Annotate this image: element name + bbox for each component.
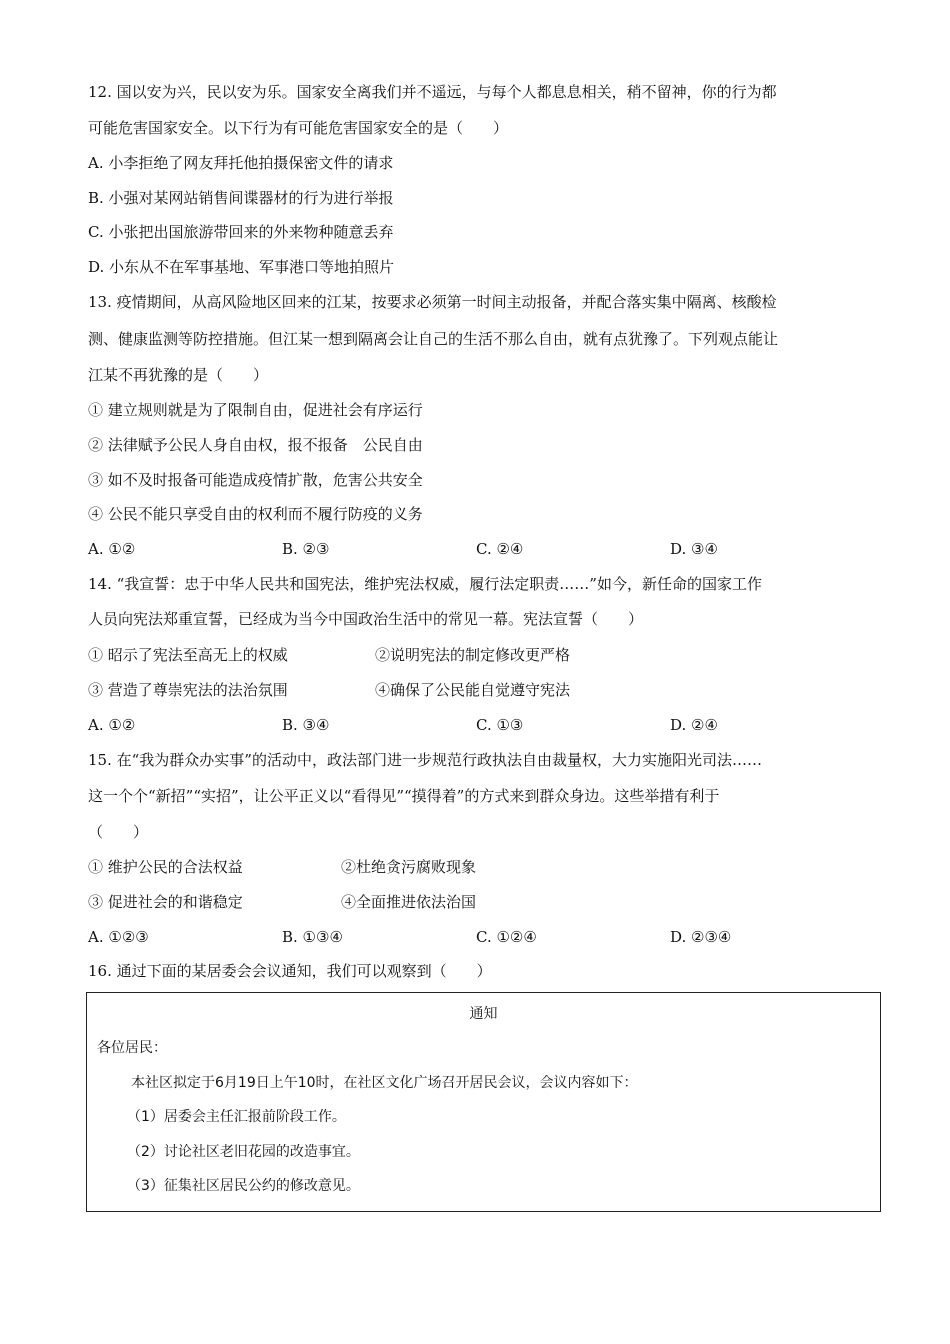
q15-choice-a: A. ①②③ <box>88 928 149 946</box>
q14-statement-2: ②说明宪法的制定修改更严格 <box>375 646 571 664</box>
q13-stem-line3: 江某不再犹豫的是（ ） <box>88 366 269 384</box>
q13-statement-3: ③ 如不及时报备可能造成疫情扩散，危害公共安全 <box>88 471 423 489</box>
q15-stem-line1: 15. 在“我为群众办实事”的活动中，政法部门进一步规范行政执法自由裁量权，大力实施阳光司法…… <box>88 751 762 769</box>
q13-statement-4: ④ 公民不能只享受自由的权利而不履行防疫的义务 <box>88 505 423 523</box>
q13-statement-1: ① 建立规则就是为了限制自由，促进社会有序运行 <box>88 401 423 419</box>
notice-item-3: （3）征集社区居民公约的修改意见。 <box>127 1178 360 1194</box>
q14-stem-line1: 14. “我宣誓：忠于中华人民共和国宪法，维护宪法权威，履行法定职责……”如今，新任命的国家工作 <box>88 575 762 593</box>
q14-statement-4: ④确保了公民能自觉遵守宪法 <box>375 681 571 699</box>
q12-stem-line2: 可能危害国家安全。以下行为有可能危害国家安全的是（ ） <box>88 119 509 137</box>
q15-statement-1: ① 维护公民的合法权益 <box>88 858 243 876</box>
notice-item-1: （1）居委会主任汇报前阶段工作。 <box>127 1109 346 1125</box>
q13-choice-c: C. ②④ <box>476 540 524 558</box>
q13-choice-d: D. ③④ <box>670 540 718 558</box>
q16-stem: 16. 通过下面的某居委会会议通知，我们可以观察到（ ） <box>88 962 492 980</box>
q15-statement-2: ②杜绝贪污腐败现象 <box>341 858 477 876</box>
notice-item-2: （2）讨论社区老旧花园的改造事宜。 <box>127 1144 360 1160</box>
q15-statement-4: ④全面推进依法治国 <box>341 893 477 911</box>
q12-stem-line1: 12. 国以安为兴，民以安为乐。国家安全离我们并不遥远，与每个人都息息相关，稍不留神，你的行为都 <box>88 83 777 101</box>
q13-choice-b: B. ②③ <box>282 540 330 558</box>
q12-option-c: C. 小张把出国旅游带回来的外来物种随意丢弃 <box>88 223 394 241</box>
q15-choice-d: D. ②③④ <box>670 928 732 946</box>
q13-stem-line1: 13. 疫情期间，从高风险地区回来的江某，按要求必须第一时间主动报备，并配合落实集中隔离、核酸检 <box>88 293 777 311</box>
notice-salutation: 各位居民： <box>97 1040 167 1056</box>
q12-option-d: D. 小东从不在军事基地、军事港口等地拍照片 <box>88 258 395 276</box>
q13-stem-line2: 测、健康监测等防控措施。但江某一想到隔离会让自己的生活不那么自由，就有点犹豫了。下列观点能让 <box>88 330 779 348</box>
q15-choice-c: C. ①②④ <box>476 928 537 946</box>
q14-choice-b: B. ③④ <box>282 716 330 734</box>
q14-choice-a: A. ①② <box>88 716 136 734</box>
q14-statement-1: ① 昭示了宪法至高无上的权威 <box>88 646 288 664</box>
q12-option-a: A. 小李拒绝了网友拜托他拍摄保密文件的请求 <box>88 154 394 172</box>
q15-stem-line2: 这一个个“新招”“实招”，让公平正义以“看得见”“摸得着”的方式来到群众身边。这些举措有利于 <box>88 787 720 805</box>
q12-option-b: B. 小强对某网站销售间谍器材的行为进行举报 <box>88 189 394 207</box>
notice-body: 本社区拟定于6月19日上午10时，在社区文化广场召开居民会议，会议内容如下： <box>131 1075 638 1091</box>
q14-stem-line2: 人员向宪法郑重宣誓，已经成为当今中国政治生活中的常见一幕。宪法宣誓（ ） <box>88 610 644 628</box>
notice-box <box>86 992 881 1212</box>
q15-statement-3: ③ 促进社会的和谐稳定 <box>88 893 243 911</box>
q14-choice-c: C. ①③ <box>476 716 524 734</box>
q14-statement-3: ③ 营造了尊崇宪法的法治氛围 <box>88 681 288 699</box>
q14-choice-d: D. ②④ <box>670 716 718 734</box>
notice-title: 通知 <box>469 1006 498 1022</box>
q13-choice-a: A. ①② <box>88 540 136 558</box>
q15-stem-line3: （ ） <box>88 823 149 841</box>
q15-choice-b: B. ①③④ <box>282 928 343 946</box>
q13-statement-2: ② 法律赋予公民人身自由权，报不报备 公民自由 <box>88 436 423 454</box>
